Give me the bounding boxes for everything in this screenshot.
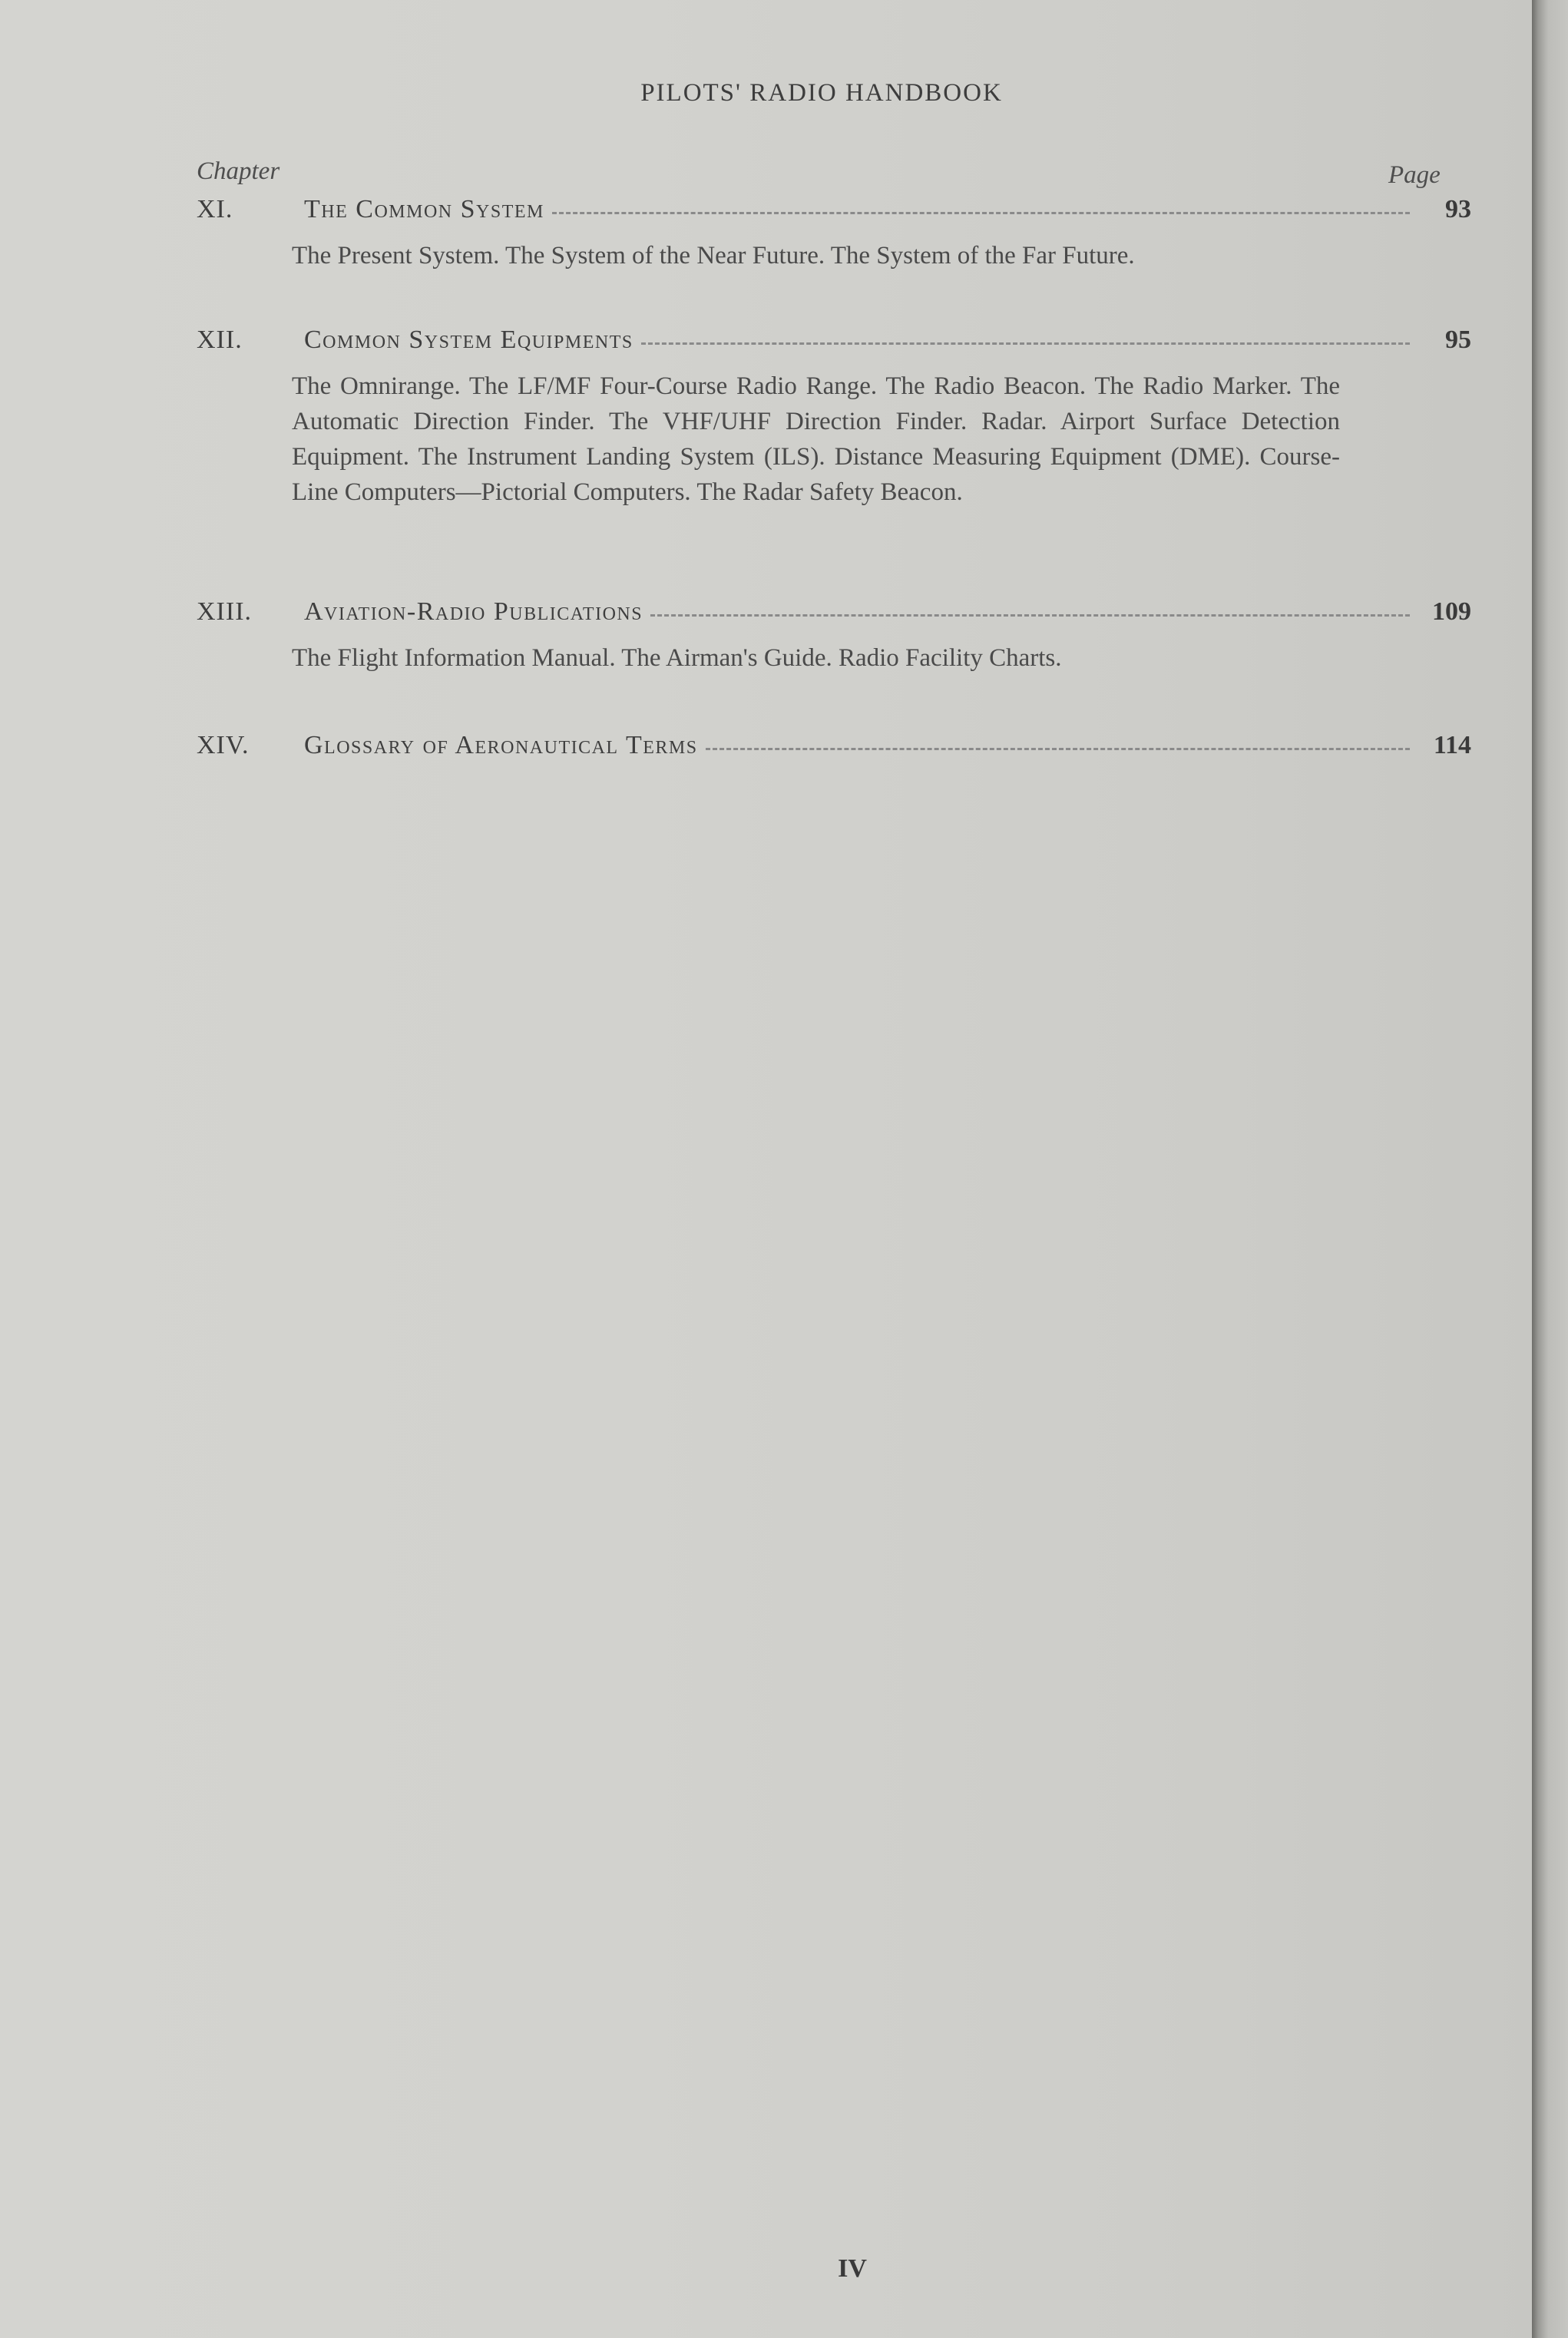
dot-leader — [641, 342, 1410, 345]
chapter-numeral: XI. — [197, 195, 233, 223]
page-column-label: Page — [1388, 161, 1441, 189]
chapter-description: The Flight Information Manual. The Airman's Guide. Radio Facility Charts. — [292, 644, 1062, 672]
chapter-numeral: XIV. — [197, 731, 250, 759]
chapter-numeral: XIII. — [197, 597, 253, 626]
chapter-page-number: 109 — [1432, 597, 1471, 626]
chapter-numeral: XII. — [197, 326, 243, 354]
chapter-title: Aviation-Radio Publications — [304, 597, 643, 626]
toc-entry-xii — [197, 326, 1471, 364]
toc-entry-xiii — [197, 597, 1471, 636]
chapter-title: The Common System — [304, 195, 544, 223]
running-title: PILOTS' RADIO HANDBOOK — [640, 79, 1003, 107]
chapter-description: The Present System. The System of the Near Future. The System of the Far Future. — [292, 242, 1135, 270]
page-folio: IV — [838, 2254, 867, 2283]
toc-entry-xiv — [197, 731, 1471, 769]
page-edge-shadow — [1532, 0, 1568, 2338]
toc-entry-xi — [197, 195, 1471, 233]
chapter-title: Glossary of Aeronautical Terms — [304, 731, 698, 759]
chapter-title: Common System Equipments — [304, 326, 633, 354]
dot-leader — [650, 614, 1410, 617]
chapter-page-number: 114 — [1433, 731, 1471, 759]
dot-leader — [552, 212, 1410, 214]
chapter-page-number: 93 — [1445, 195, 1471, 223]
dot-leader — [706, 748, 1410, 750]
chapter-page-number: 95 — [1445, 326, 1471, 354]
chapter-description: The Omnirange. The LF/MF Four-Course Radio Range. The Radio Beacon. The Radio Marker. The Automatic Direction Finder. The VHF/UHF Direction Finder. Radar. Airport Surface Detection Equipment. The Instrument Landing System (ILS). Distance Measuring Equipment (DME). Course-Line Computers—Pictorial Computers. The Radar Safety Beacon. — [292, 372, 1340, 506]
chapter-column-label: Chapter — [197, 157, 280, 185]
